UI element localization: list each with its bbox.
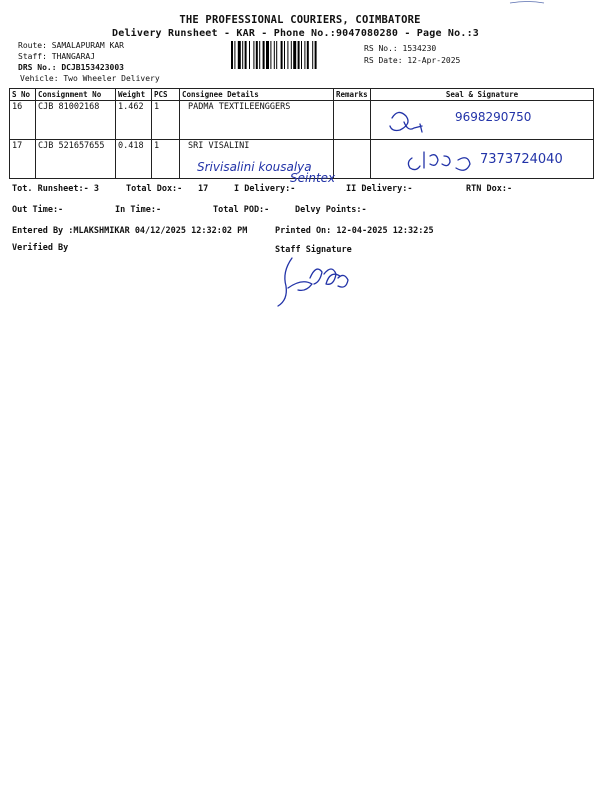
ii-delivery: II Delivery:- [346, 184, 413, 194]
route-label: Route: SAMALAPURAM KAR [18, 41, 124, 50]
tot-runsheet: Tot. Runsheet:- 3 [12, 184, 99, 194]
total-pod: Total POD:- [213, 205, 270, 215]
handwritten-phone-row17: 7373724040 [480, 152, 563, 167]
rs-no: RS No.: 1534230 [364, 44, 437, 53]
col-header-consignment: Consignment No [36, 89, 116, 101]
cell-consignment: CJB 81002168 [36, 101, 116, 140]
company-name: THE PROFESSIONAL COURIERS, COIMBATORE [179, 14, 421, 26]
col-header-sno: S No [10, 89, 36, 101]
handwritten-name-row17: Srivisalini kousalya [197, 160, 312, 174]
staff-signature-label: Staff Signature [275, 245, 352, 255]
in-time: In Time:- [115, 205, 162, 215]
col-header-consignee: Consignee Details [180, 89, 334, 101]
staff-signature [270, 248, 360, 310]
runsheet-title: Delivery Runsheet - KAR - Phone No.:9047080280 - Page No.:3 [112, 28, 480, 39]
staff-label: Staff: THANGARAJ [18, 52, 96, 61]
cell-sno: 17 [10, 140, 36, 179]
signature-row16 [390, 112, 422, 132]
cell-consignee: SRI VISALINI [180, 140, 334, 179]
out-time: Out Time:- [12, 205, 64, 215]
col-header-seal: Seal & Signature [371, 89, 594, 101]
cell-pcs: 1 [152, 140, 180, 179]
total-dox-value: 17 [198, 184, 209, 194]
cell-consignment: CJB 521657655 [36, 140, 116, 179]
cell-pcs: 1 [152, 101, 180, 140]
verified-by: Verified By [12, 243, 69, 253]
signature-row17 [408, 152, 470, 170]
cell-sno: 16 [10, 101, 36, 140]
rs-date: RS Date: 12-Apr-2025 [364, 56, 461, 65]
cell-consignee: PADMA TEXTILEENGGERS [180, 101, 334, 140]
scan-mark [508, 0, 548, 8]
cell-weight: 0.418 [116, 140, 152, 179]
entered-by: Entered By :MLAKSHMIKAR 04/12/2025 12:32:02 PM [12, 226, 248, 236]
rtn-dox: RTN Dox:- [466, 184, 513, 194]
col-header-remarks: Remarks [334, 89, 371, 101]
cell-weight: 1.462 [116, 101, 152, 140]
handwritten-phone-row16: 9698290750 [455, 110, 532, 124]
i-delivery: I Delivery:- [234, 184, 296, 194]
col-header-pcs: PCS [152, 89, 180, 101]
col-header-weight: Weight [116, 89, 152, 101]
handwritten-company-row17: Seintex [290, 171, 336, 185]
handwriting-layer [0, 0, 600, 200]
total-dox-label: Total Dox:- [126, 184, 183, 194]
drs-no: DRS No.: DCJB153423003 [18, 63, 124, 72]
vehicle-label: Vehicle: Two Wheeler Delivery [20, 74, 160, 83]
delvy-points: Delvy Points:- [295, 205, 367, 215]
printed-on: Printed On: 12-04-2025 12:32:25 [275, 226, 434, 236]
